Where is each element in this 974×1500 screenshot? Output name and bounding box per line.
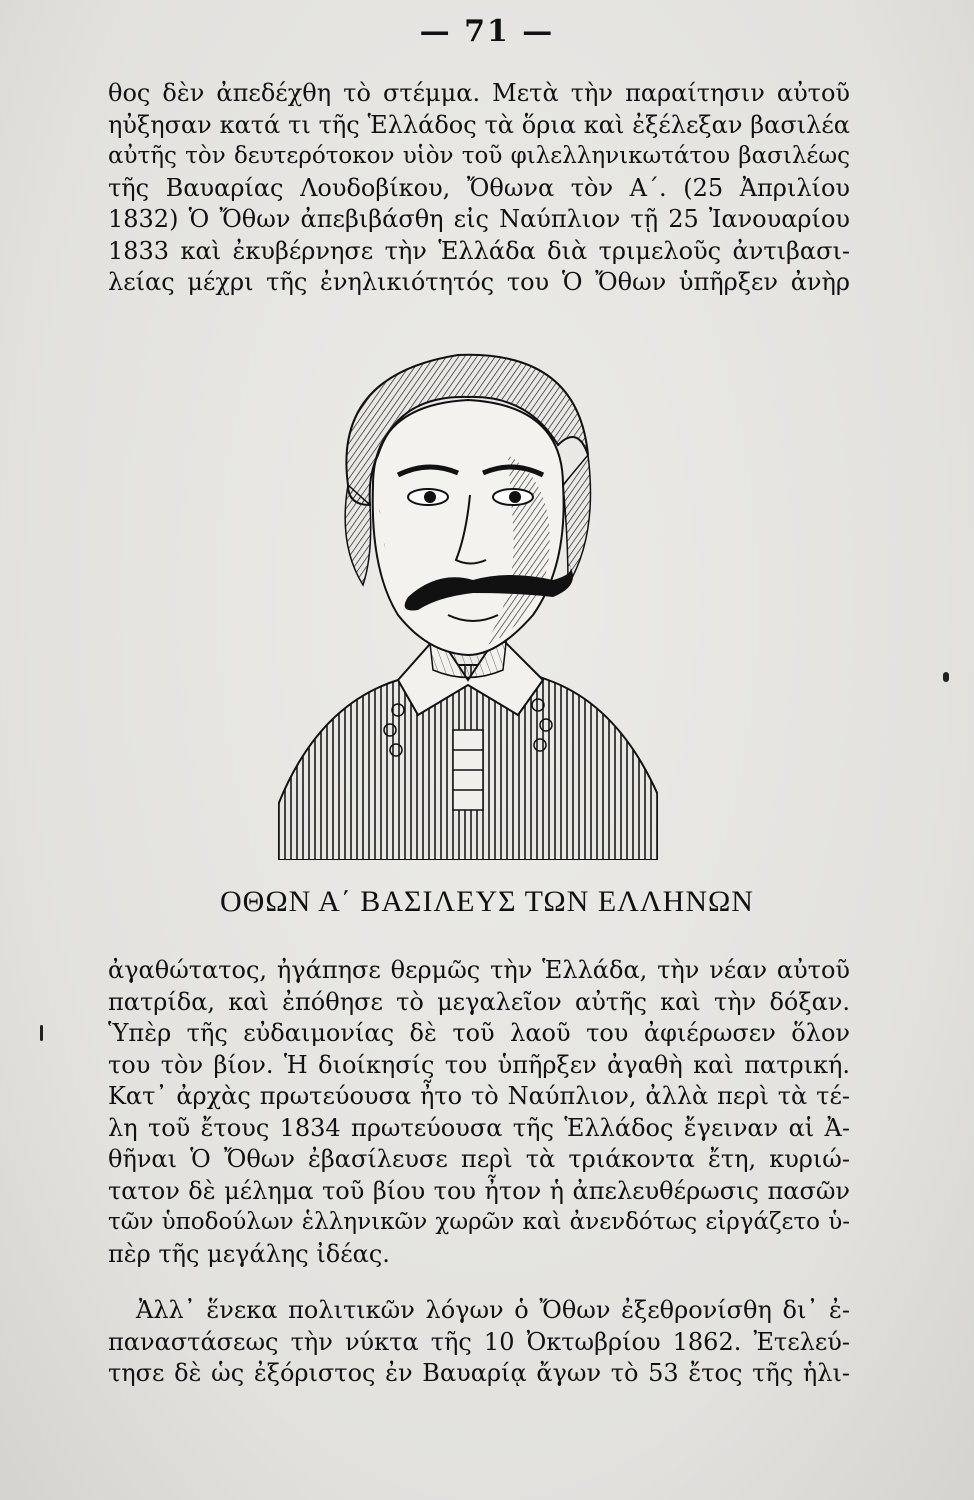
text-line: θος δὲν ἀπεδέχθη τὸ στέμμα. Μετὰ τὴν παραίτησιν αὐτοῦ	[108, 79, 850, 107]
portrait-engraving	[278, 335, 658, 860]
text-line: τῆς Βαυαρίας Λουδοβίκου, Ὄθωνα τὸν Α΄. (25 Ἀπριλίου	[108, 173, 850, 202]
text-line: αὐτῆς τὸν δευτερότοκον υἱὸν τοῦ φιλελληνικωτάτου βασιλέως	[108, 143, 850, 169]
text-line: λη τοῦ ἔτους 1834 πρωτεύουσα τῆς Ἑλλάδος ἔγειναν αἱ Ἀ-	[108, 1113, 850, 1142]
text-line: του τὸν βίον. Ἡ διοίκησίς του ὑπῆρξεν ἀγαθὴ καὶ πατρική.	[108, 1050, 850, 1079]
text-line: πατρίδα, καὶ ἐπόθησε τὸ μεγαλεῖον αὐτῆς καὶ τὴν δόξαν.	[108, 987, 850, 1016]
text-line: θῆναι Ὁ Ὄθων ἐβασίλευσε περὶ τὰ τριάκοντα ἔτη, κυριώ-	[108, 1145, 850, 1173]
text-line: παναστάσεως τὴν νύκτα τῆς 10 Ὀκτωβρίου 1862. Ἐτελεύ-	[108, 1327, 850, 1356]
margin-mark	[40, 1025, 43, 1041]
paragraph-middle	[108, 955, 850, 1270]
text-line: τατον δὲ μέλημα τοῦ βίου του ἦτον ἡ ἀπελευθέρωσις πασῶν	[108, 1176, 850, 1205]
text-line: 1832) Ὁ Ὄθων ἀπεβιβάσθη εἰς Ναύπλιον τῇ 25 Ἰανουαρίου	[108, 205, 850, 233]
text-line: Κατ᾽ ἀρχὰς πρωτεύουσα ἦτο τὸ Ναύπλιον, ἀλλὰ περὶ τὰ τέ-	[108, 1082, 850, 1110]
text-line: Ἀλλ᾽ ἕνεκα πολιτικῶν λόγων ὁ Ὄθων ἐξεθρονίσθη δι᾽ ἐ-	[136, 1296, 850, 1324]
text-line: τῶν ὑποδούλων ἑλληνικῶν χωρῶν καὶ ἀνενδότως εἰργάζετο ὑ-	[108, 1209, 850, 1235]
text-line: λείας μέχρι τῆς ἐνηλικιότητός του Ὁ Ὄθων ὑπῆρξεν ἀνὴρ	[108, 268, 850, 296]
text-line: Ὑπὲρ τῆς εὐδαιμονίας δὲ τοῦ λαοῦ του ἀφιέρωσεν ὅλον	[108, 1019, 850, 1047]
text-line: ηὐξησαν κατά τι τῆς Ἑλλάδος τὰ ὅρια καὶ ἐξέλεξαν βασιλέα	[108, 110, 850, 139]
text-line: τησε δὲ ὡς ἐξόριστος ἐν Βαυαρίᾳ ἄγων τὸ 53 ἔτος τῆς ἡλι-	[108, 1359, 850, 1387]
paragraph-end	[108, 1295, 850, 1390]
text-line: πὲρ τῆς μεγάλης ἰδέας.	[108, 1239, 390, 1268]
text-line: 1833 καὶ ἐκυβέρνησε τὴν Ἑλλάδα διὰ τριμελοῦς ἀντιβασι-	[108, 236, 850, 265]
page-number: — 71 —	[419, 14, 555, 49]
portrait-caption: ΟΘΩΝ Α΄ ΒΑΣΙΛΕΥΣ ΤΩΝ ΕΛΛΗΝΩΝ	[220, 885, 754, 918]
text-line: ἀγαθώτατος, ἠγάπησε θερμῶς τὴν Ἑλλάδα, τὴν νέαν αὐτοῦ	[108, 956, 850, 984]
paragraph-top	[108, 78, 850, 299]
margin-mark	[943, 672, 949, 682]
